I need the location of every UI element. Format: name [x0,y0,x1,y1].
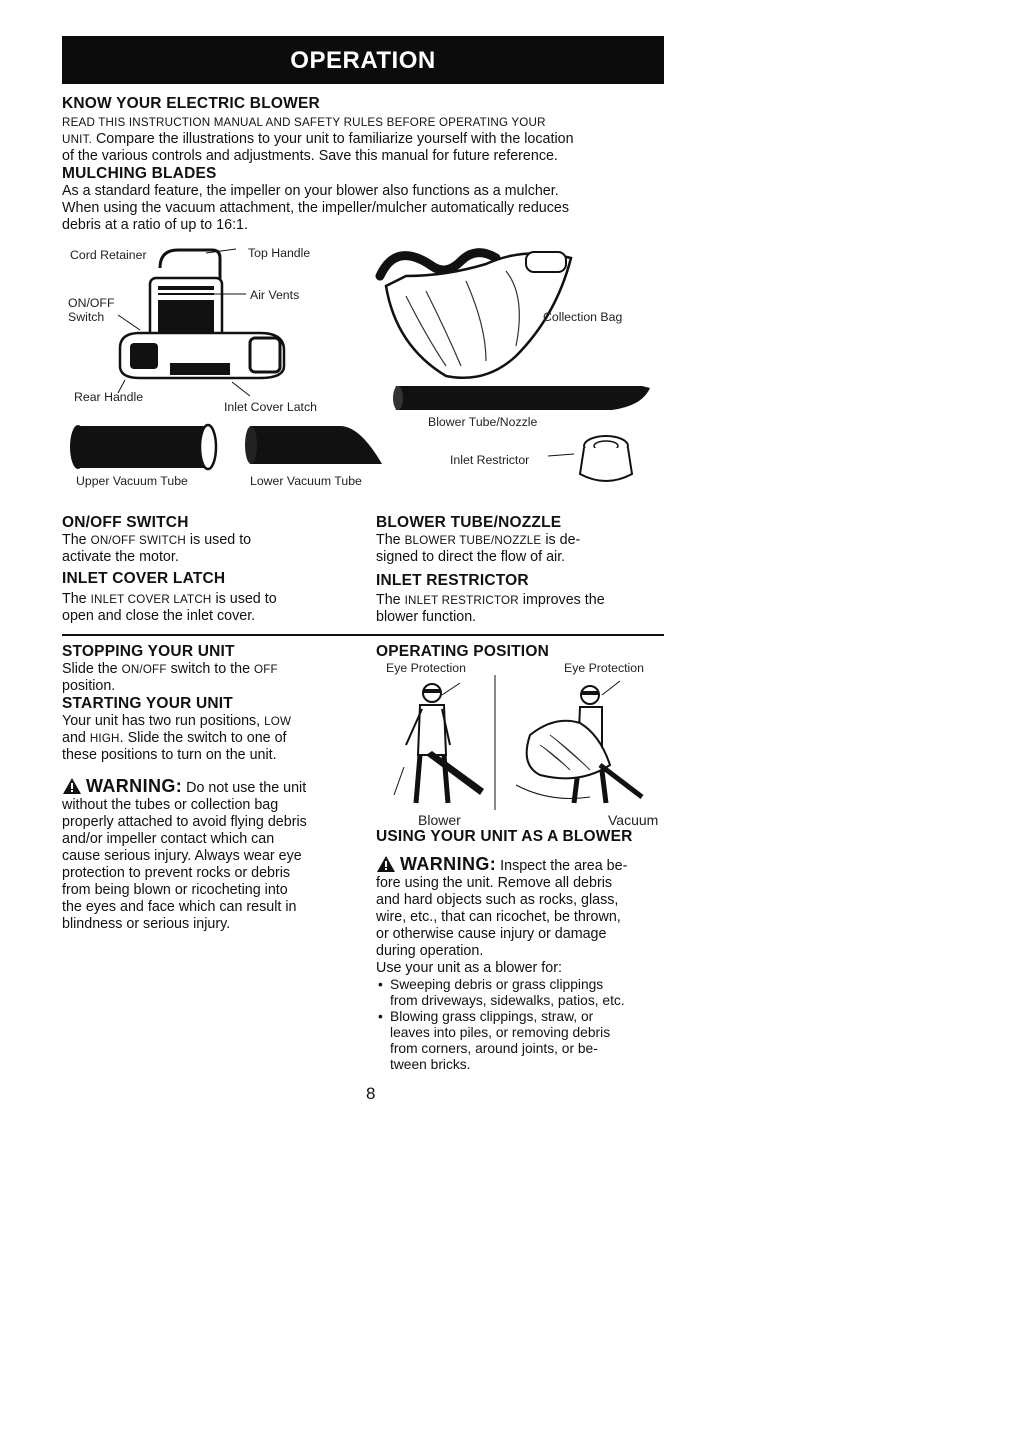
starting-line-2-b: . Slide the switch to one of [119,730,287,746]
warning-1-line-7: from being blown or ricocheting into [62,882,288,898]
operating-heading: OPERATING POSITION [376,643,549,660]
warning-1-line-4: and/or impeller contact which can [62,831,275,847]
latch-section [62,570,352,625]
know-line-3: of the various controls and adjustments. Save this manual for future reference. [62,148,558,164]
label-inlet-cover-latch: Inlet Cover Latch [224,400,317,414]
bullet-2-line-2: leaves into piles, or removing debris [390,1025,611,1040]
mulching-line-1: As a standard feature, the impeller on your blower also functions as a mulcher. [62,183,559,199]
latch-line-1-b: is used to [211,591,277,607]
lower-vacuum-tube-illustration [244,420,384,470]
using-warning-w1: Inspect the area be- [496,858,628,874]
tube-section [376,514,666,566]
warning-1-line-8: the eyes and face which can result in [62,899,297,915]
label-upper-vacuum-tube: Upper Vacuum Tube [76,474,188,488]
stopping-section [62,643,357,764]
restrictor-line-1-caps: INLET RESTRICTOR [404,594,519,607]
onoff-section [62,514,352,566]
mulching-line-3: debris at a ratio of up to 16:1. [62,217,248,233]
restrictor-heading: INLET RESTRICTOR [376,572,529,589]
stopping-line-2: position. [62,678,116,694]
starting-line-2-caps: HIGH [89,732,120,745]
tube-line-1 [376,532,666,549]
label-top-handle: Top Handle [248,246,311,260]
label-blower-tube-nozzle: Blower Tube/Nozzle [428,415,538,429]
operating-position-illustration [380,675,680,810]
tube-line-2: signed to direct the flow of air. [376,549,566,565]
starting-line-3: these positions to turn on the unit. [62,747,277,763]
warning-1-line-2: without the tubes or collection bag [62,797,279,813]
using-heading: USING YOUR UNIT AS A BLOWER [376,828,633,845]
starting-line-1-a: Your unit has two run positions, [62,713,265,729]
list-item [376,977,671,1009]
restrictor-line-1-a: The [376,592,405,608]
using-warning-line-4: wire, etc., that can ricochet, be thrown, [376,909,621,925]
tube-line-1-b: is de- [541,532,581,548]
bullet-2-line-4: tween bricks. [390,1057,471,1072]
know-line-2-caps: UNIT. [62,133,92,146]
section-banner: OPERATION [62,36,664,84]
using-warning-line-1 [376,852,671,875]
label-vacuum-position: Vacuum [608,812,659,828]
label-lower-vacuum-tube: Lower Vacuum Tube [250,474,362,488]
list-item [376,1009,671,1073]
warning-triangle-icon [62,777,82,795]
restrictor-line-1 [376,592,666,609]
starting-line-1 [62,713,357,730]
bullet-2-line-1: Blowing grass clippings, straw, or [390,1009,594,1024]
onoff-line-1-caps: ON/OFF SWITCH [90,534,186,547]
label-air-vents: Air Vents [250,288,300,302]
label-inlet-restrictor: Inlet Restrictor [450,453,530,467]
mulching-heading: MULCHING BLADES [62,165,217,182]
using-warning-line-3: and hard objects such as rocks, glass, [376,892,619,908]
bullet-1-line-2: from driveways, sidewalks, patios, etc. [390,993,625,1008]
upper-vacuum-tube-illustration [68,420,218,474]
using-warning-head: WARNING: [399,854,497,874]
label-blower-position: Blower [418,812,461,828]
starting-line-2-a: and [62,730,90,746]
latch-line-1 [62,591,352,608]
onoff-heading: ON/OFF SWITCH [62,514,189,531]
warning-1-line-1 [62,774,357,797]
warning-1 [62,774,357,933]
warning-1-line-3: properly attached to avoid flying debris [62,814,307,830]
latch-heading: INLET COVER LATCH [62,570,226,587]
page-number: 8 [366,1084,376,1103]
label-cord-retainer: Cord Retainer [70,248,147,262]
warning-triangle-icon [376,855,396,873]
stopping-line-1-b: switch to the [166,661,255,677]
starting-heading: STARTING YOUR UNIT [62,695,233,712]
restrictor-line-2: blower function. [376,609,477,625]
onoff-line-1 [62,532,352,549]
using-warning-line-2: fore using the unit. Remove all debris [376,875,613,891]
warning-1-line-9: blindness or serious injury. [62,916,231,932]
label-eye-protection-2: Eye Protection [564,661,644,675]
label-switch: Switch [68,310,105,324]
know-line-1: READ THIS INSTRUCTION MANUAL AND SAFETY RULES BEFORE OPERATING YOUR [62,116,546,129]
bullet-2-line-3: from corners, around joints, or be- [390,1041,598,1056]
onoff-line-1-b: is used to [185,532,252,548]
bullet-1-line-1: Sweeping debris or grass clippings [390,977,604,992]
restrictor-section [376,572,666,626]
stopping-line-1-caps1: ON/OFF [121,663,167,676]
know-heading: KNOW YOUR ELECTRIC BLOWER [62,95,320,112]
label-on-off: ON/OFF [68,296,115,310]
label-eye-protection-1: Eye Protection [386,661,466,675]
blower-tube-illustration [392,380,654,416]
warning-1-line-6: protection to prevent rocks or debris [62,865,291,881]
operating-section [376,643,671,661]
mulching-line-2: When using the vacuum attachment, the impeller/mulcher automatically reduces [62,200,569,216]
latch-line-1-caps: INLET COVER LATCH [90,593,212,606]
using-warning-line-6: during operation. [376,943,484,959]
know-line-2-rest: Compare the illustrations to your unit to familiarize yourself with the location [91,131,574,147]
using-section [376,828,671,1073]
label-rear-handle: Rear Handle [74,390,144,404]
warning-1-head: WARNING: [85,776,183,796]
warning-1-line-5: cause serious injury. Always wear eye [62,848,302,864]
starting-line-2 [62,730,357,747]
using-warning-line-5: or otherwise cause injury or damage [376,926,607,942]
inlet-restrictor-illustration [576,430,636,488]
latch-line-2: open and close the inlet cover. [62,608,256,624]
tube-line-1-a: The [376,532,405,548]
onoff-line-1-a: The [62,532,91,548]
restrictor-line-1-b: improves the [518,592,605,608]
using-bullet-list [376,977,671,1073]
label-collection-bag: Collection Bag [543,310,623,324]
tube-heading: BLOWER TUBE/NOZZLE [376,514,562,531]
using-use-for: Use your unit as a blower for: [376,960,562,976]
latch-line-1-a: The [62,591,91,607]
stopping-line-1 [62,661,357,678]
onoff-line-2: activate the motor. [62,549,179,565]
warning-1-l1: Do not use the unit [182,780,307,796]
stopping-line-1-caps2: OFF [254,663,278,676]
stopping-line-1-a: Slide the [62,661,122,677]
stopping-heading: STOPPING YOUR UNIT [62,643,235,660]
tube-line-1-caps: BLOWER TUBE/NOZZLE [404,534,542,547]
section-divider [62,634,664,636]
starting-line-1-caps: LOW [264,715,292,728]
